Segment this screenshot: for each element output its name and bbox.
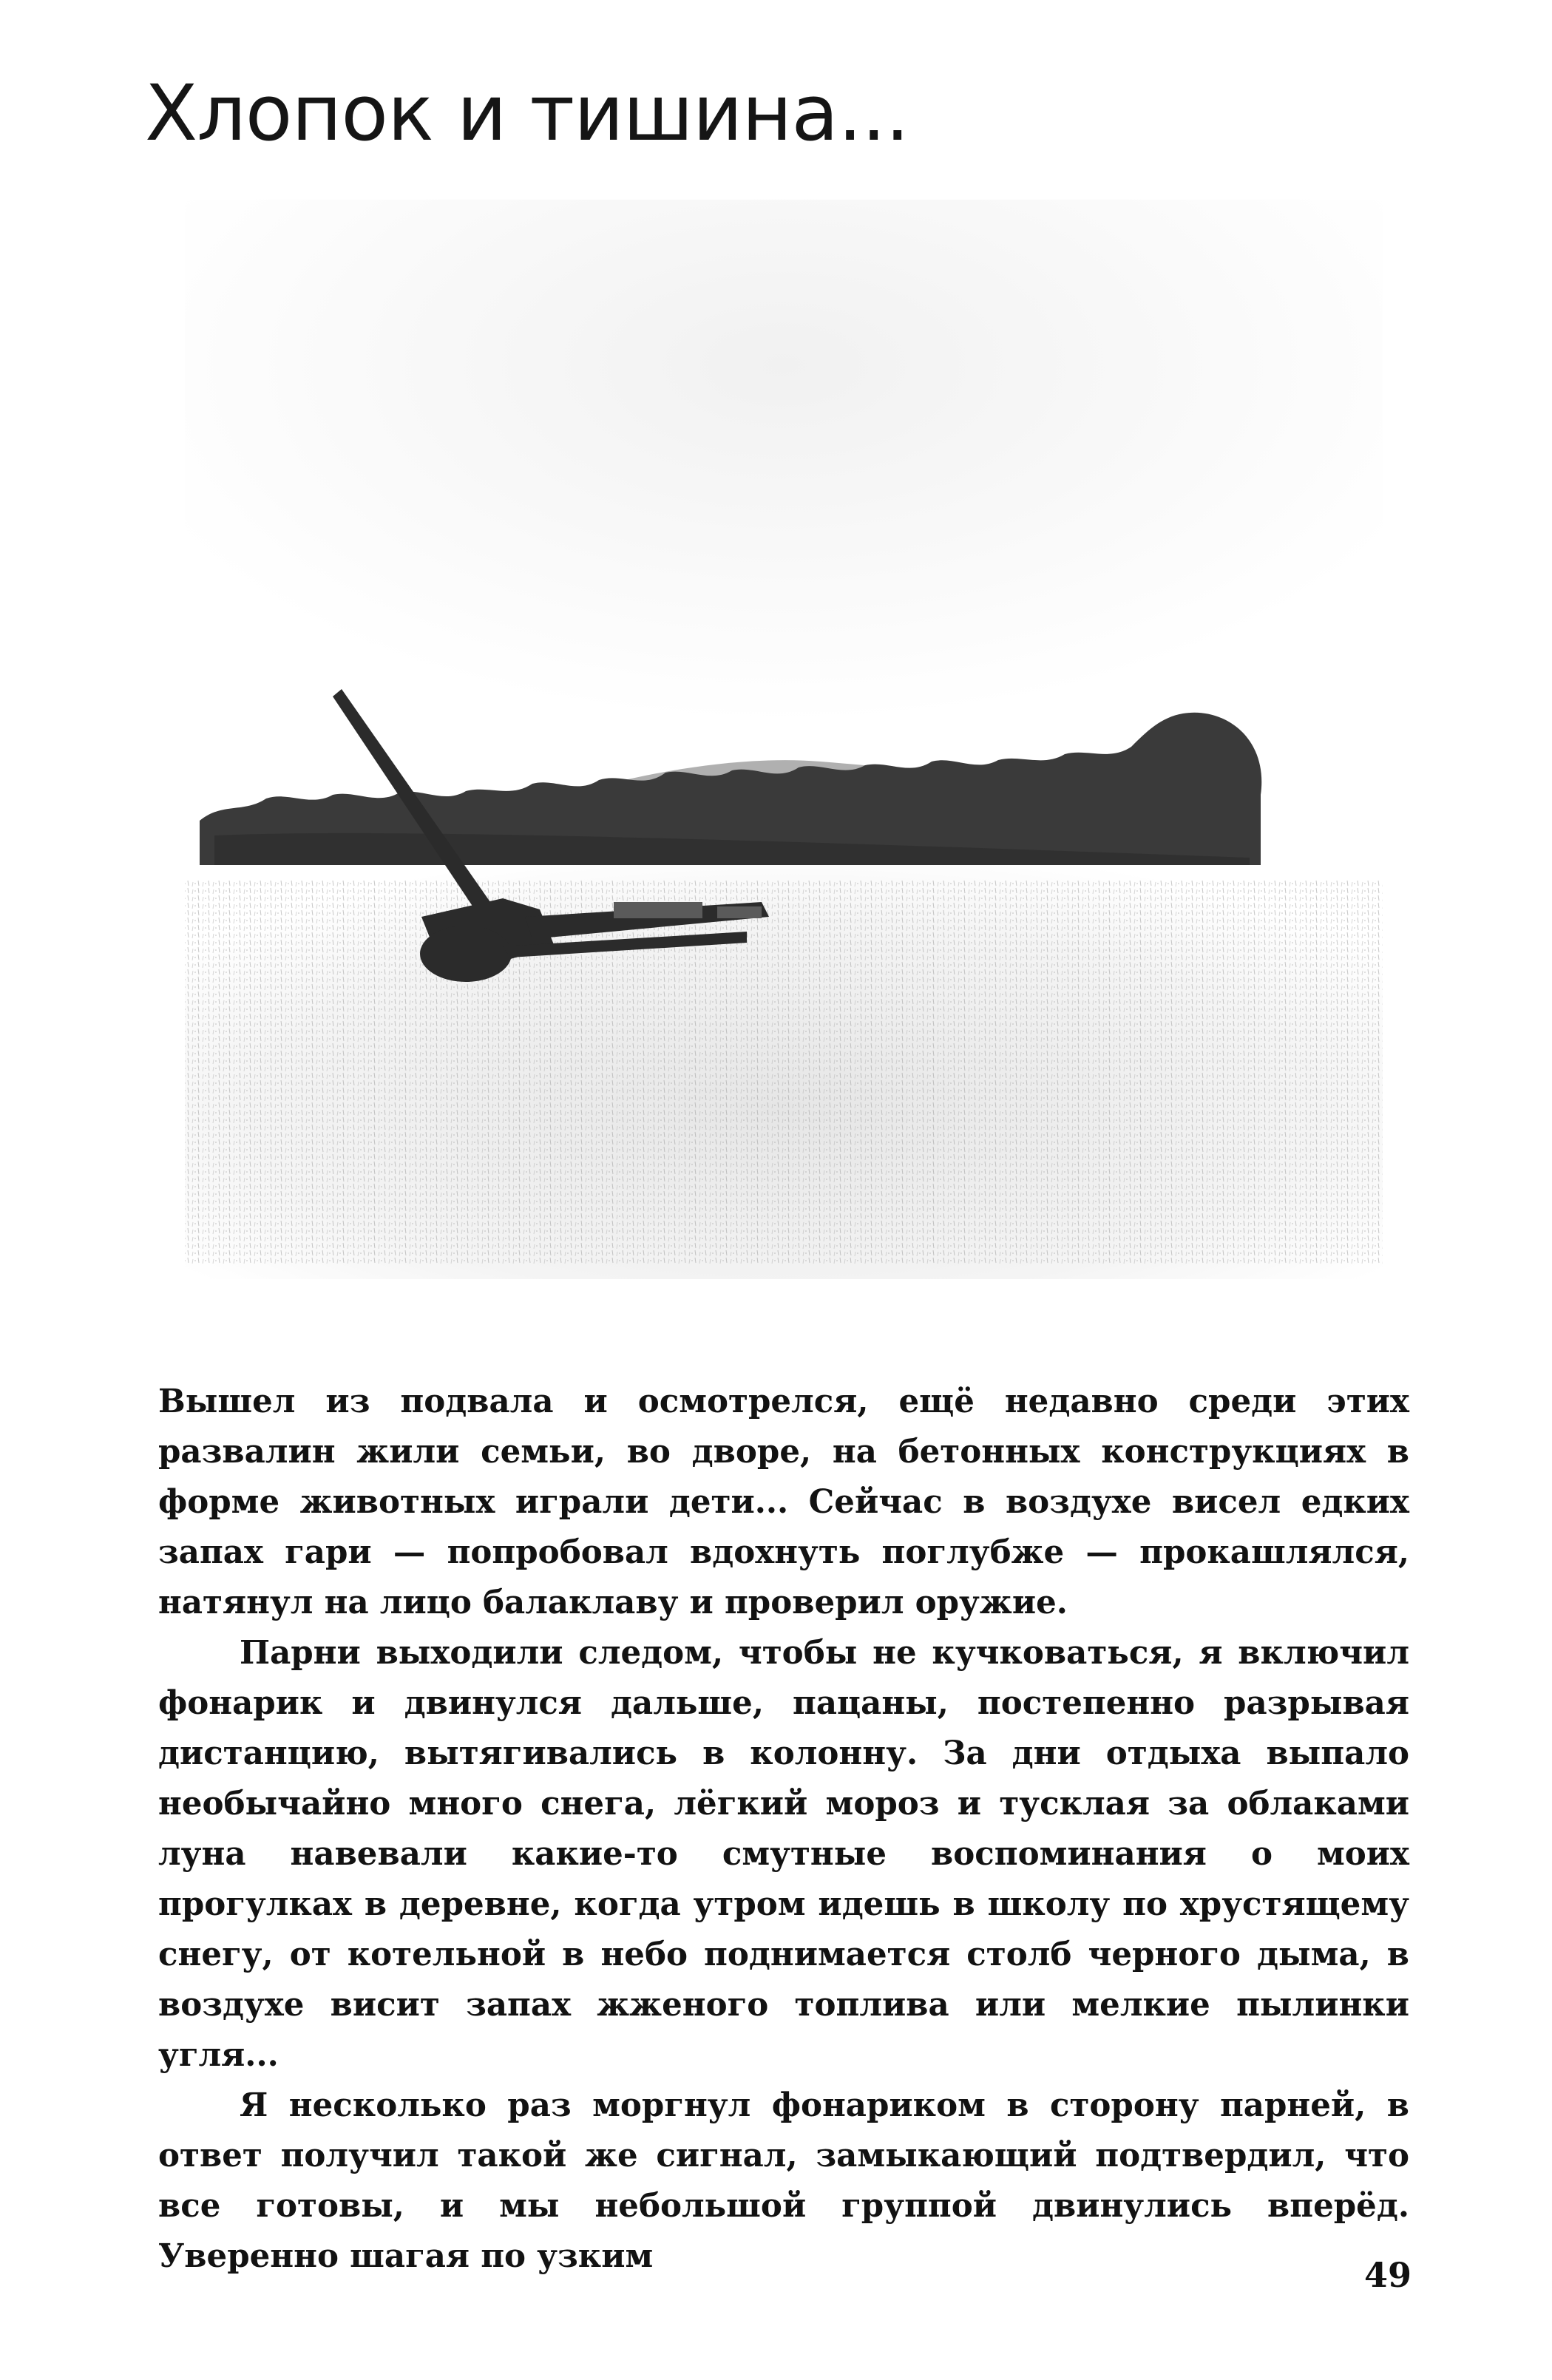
paragraph-1: Вышел из подвала и осмотрелся, ещё недавно среди этих развалин жили семьи, во дворе, на бетонных конструкциях в форме животных играли дети... Сейчас в воздухе висел едких запах гари — попробовал вдохнуть поглубже — прокашлялся, натянул на лицо балаклаву и проверил оружие. xyxy=(158,1383,1409,1621)
body-text xyxy=(158,1377,1409,2282)
chapter-title: Хлопок и тишина... xyxy=(145,68,909,158)
paragraph-2: Парни выходили следом, чтобы не кучковаться, я включил фонарик и двинулся дальше, пацаны, постепенно разрывая дистанцию, вытягивались в колонну. За дни отдыха выпало необычайно много снега, лёгкий мороз и тусклая за облаками луна навевали какие-то смутные воспоминания о моих прогулках в деревне, когда утром идешь в школу по хрустящему снегу, от котельной в небо поднимается столб черного дыма, в воздухе висит запах жженого топлива или мелкие пылинки угля... xyxy=(158,1634,1409,2074)
page-number: 49 xyxy=(1363,2255,1412,2295)
paragraph-3: Я несколько раз моргнул фонариком в сторону парней, в ответ получил такой же сигнал, замыкающий подтвердил, что все готовы, и мы небольшой группой двинулись вперёд. Уверенно шагая по узким xyxy=(158,2086,1409,2275)
artillery-photo xyxy=(155,170,1412,1309)
